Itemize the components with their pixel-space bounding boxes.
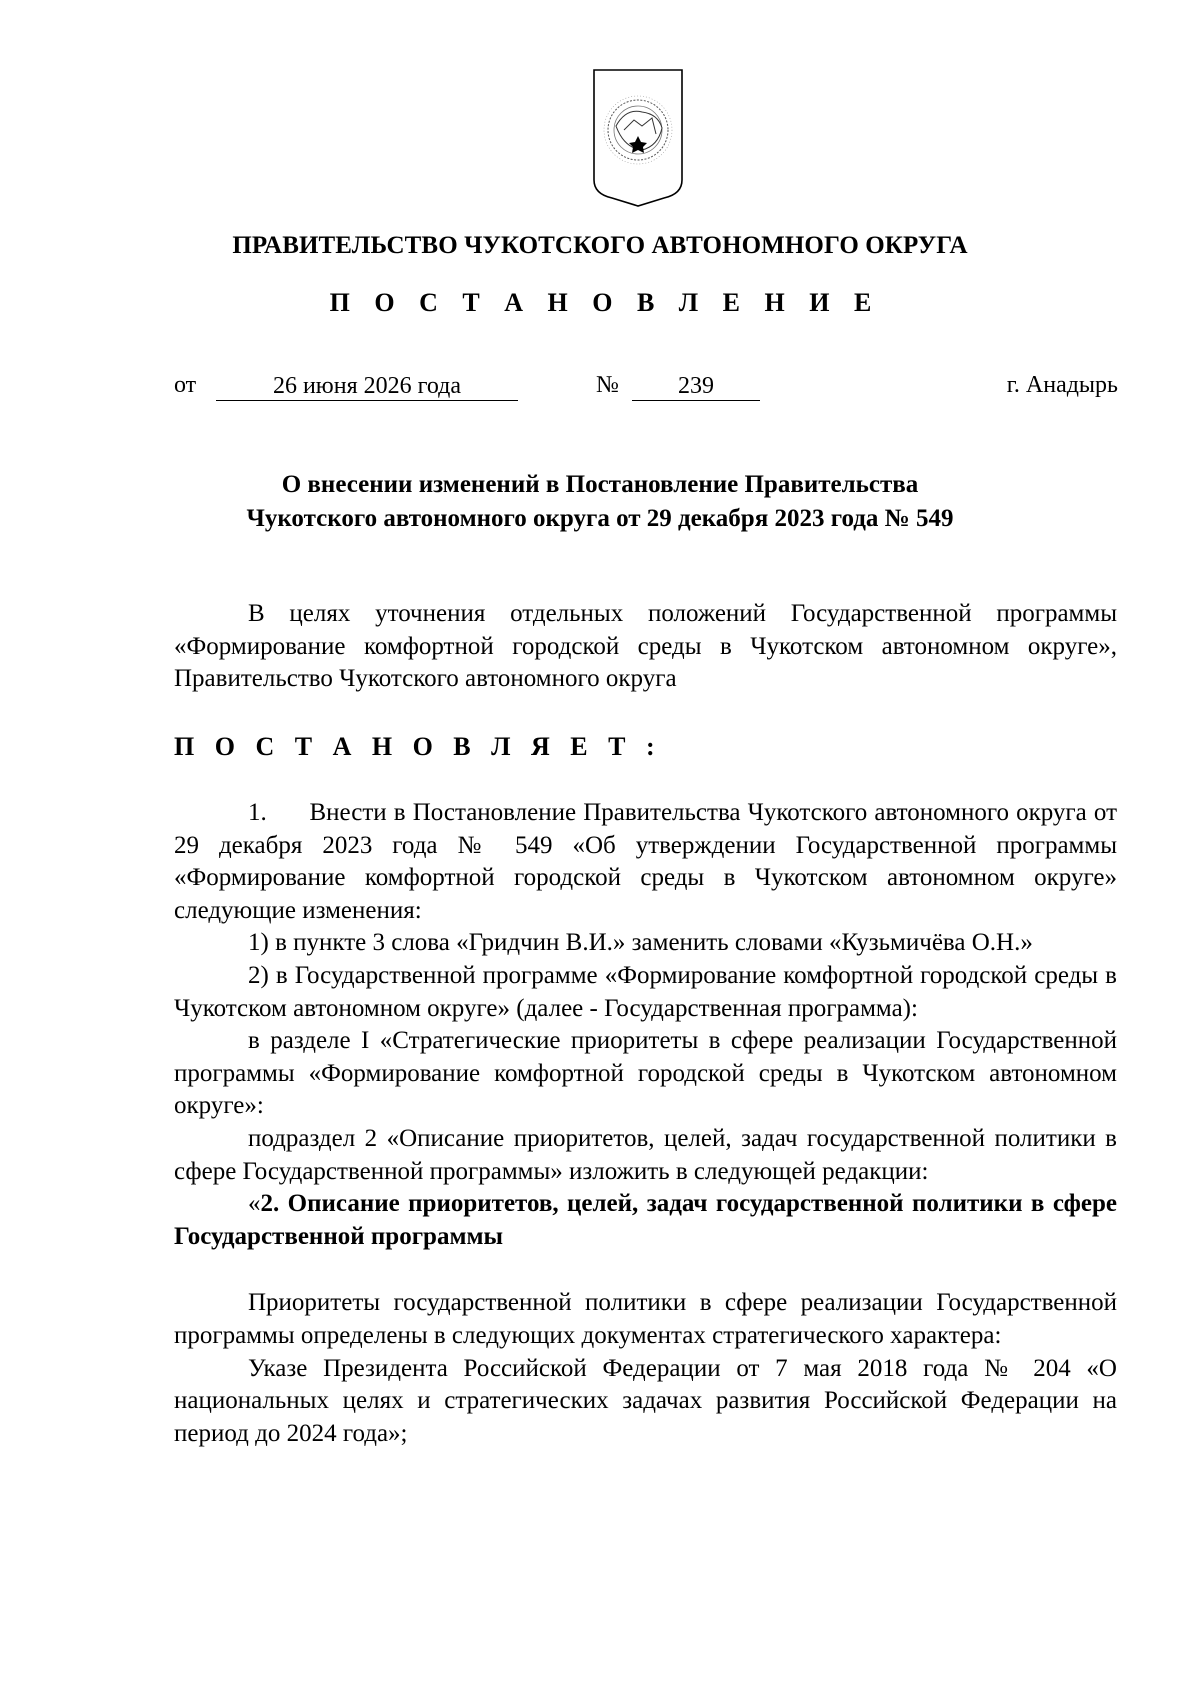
government-name: ПРАВИТЕЛЬСТВО ЧУКОТСКОГО АВТОНОМНОГО ОКРУГА	[232, 232, 968, 259]
document-type: П О С Т А Н О В Л Е Н И Е	[329, 288, 881, 317]
main-body	[174, 797, 1124, 1450]
quote-mark: «	[248, 1190, 261, 1218]
document-date: 26 июня 2026 года	[216, 372, 518, 401]
preamble: В целях уточнения отдельных положений Государственной программы «Формирование комфортной городской среды в Чукотском автономном округе», Правительство Чукотского автономного округа	[174, 600, 1117, 693]
subsection-heading	[174, 1188, 1117, 1253]
item-1-2: 2) в Государственной программе «Формирование комфортной городской среды в Чукотском автономном округе» (далее - Государственная программа):	[174, 961, 1117, 1022]
presidential-decree-paragraph: Указе Президента Российской Федерации от 7 мая 2018 года № 204 «О национальных целях и стратегических задачах развития Российской Федерации на период до 2024 года»;	[174, 1354, 1117, 1447]
city: г. Анадырь	[1006, 372, 1118, 398]
preamble-block	[174, 598, 1117, 696]
priorities-paragraph: Приоритеты государственной политики в сфере реализации Государственной программы определены в следующих документах стратегического характера:	[174, 1289, 1117, 1349]
item-1-1: 1) в пункте 3 слова «Гридчин В.И.» заменить словами «Кузьмичёва О.Н.»	[248, 929, 1033, 957]
title-line-2: Чукотского автономного округа от 29 декабря 2023 года № 549	[246, 505, 954, 532]
section-paragraph: в разделе I «Стратегические приоритеты в сфере реализации Государственной программы «Формирование комфортной городской среды в Чукотском автономном округе»:	[174, 1027, 1117, 1120]
document-title	[0, 468, 1200, 536]
subsection-paragraph: подраздел 2 «Описание приоритетов, целей, задач государственной политики в сфере Государственной программы» изложить в следующей редакции:	[174, 1124, 1117, 1185]
date-prefix: от	[174, 372, 197, 398]
decree-word: П О С Т А Н О В Л Я Е Т :	[174, 732, 662, 761]
subsection-heading-text: 2. Описание приоритетов, целей, задач государственной политики в сфере Государственной программы	[174, 1190, 1117, 1250]
coat-of-arms-emblem	[592, 68, 684, 210]
document-number: 239	[632, 372, 760, 401]
item-1: 1. Внести в Постановление Правительства Чукотского автономного округа от 29 декабря 2023 года № 549 «Об утверждении Государственной программы «Формирование комфортной городской среды в Чукотском автономном округе» следующие изменения:	[174, 799, 1124, 924]
number-label: №	[596, 372, 619, 398]
title-line-1: О внесении изменений в Постановление Правительства	[281, 471, 919, 498]
